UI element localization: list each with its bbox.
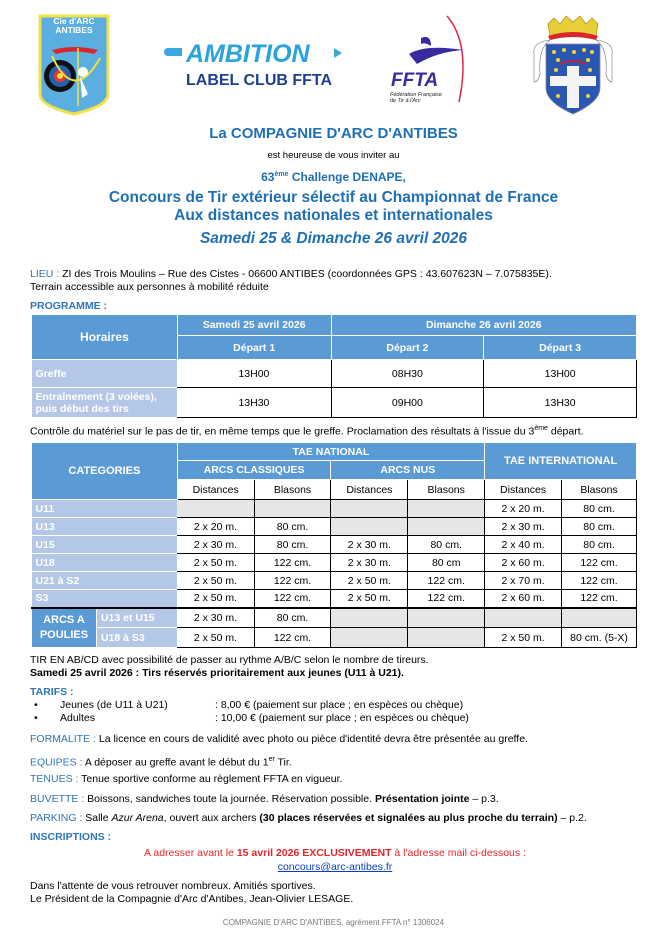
tenues-text: Tenue sportive conforme au règlement FFTA en vigueur.: [78, 773, 343, 785]
depart-2-header: Départ 2: [331, 336, 484, 360]
value-cell: 80 cm.: [408, 536, 485, 554]
value-cell: 122 cm.: [408, 572, 485, 590]
value-cell: 122 cm.: [562, 572, 637, 590]
parking-label: PARKING :: [30, 812, 83, 824]
table-row: [32, 500, 637, 518]
day-header-saturday: Samedi 25 avril 2026: [177, 315, 331, 336]
equipes-text: A déposer au greffe avant le début du 1: [82, 756, 269, 769]
ambition-logo-subtext: LABEL CLUB FFTA: [186, 72, 333, 89]
buvette-label: BUVETTE :: [30, 793, 85, 805]
parking-venue: Azur Arena: [111, 812, 164, 824]
col-header-blasons: Blasons: [562, 480, 637, 500]
time-cell: 13H00: [484, 360, 637, 388]
horaires-header: Horaires: [32, 315, 178, 360]
empty-cell: [562, 608, 637, 628]
programme-label: PROGRAMME :: [30, 300, 107, 312]
ffta-logo-subtext-1: Fédération Française: [390, 92, 442, 98]
arcs-nus-header: ARCS NUS: [331, 461, 485, 480]
value-cell: 80 cm.: [254, 608, 331, 628]
table-row: [32, 590, 637, 608]
col-header-blasons: Blasons: [254, 480, 331, 500]
parking-page-ref: – p.2.: [557, 812, 587, 824]
value-cell: 122 cm.: [408, 590, 485, 608]
empty-cell: [331, 500, 408, 518]
time-cell: 13H30: [484, 388, 637, 418]
value-cell: 122 cm.: [254, 572, 331, 590]
tarif-who: Adultes: [60, 712, 96, 724]
equipes-sup: er: [268, 756, 275, 763]
event-dates: Samedi 25 & Dimanche 26 avril 2026: [199, 230, 468, 247]
ffta-logo: [385, 14, 475, 114]
value-cell: 122 cm.: [562, 590, 637, 608]
parking-text: Salle: [82, 812, 112, 824]
value-cell: 2 x 50 m.: [331, 572, 408, 590]
value-cell: 2 x 20 m.: [177, 518, 254, 536]
bullet-icon: •: [34, 699, 38, 711]
empty-cell: [331, 518, 408, 536]
value-cell: 2 x 30 m.: [331, 554, 408, 572]
lieu-label: LIEU :: [30, 268, 60, 280]
category-label: U21 à S2: [32, 572, 178, 590]
table-row: [32, 360, 637, 388]
value-cell: 2 x 50 m.: [177, 590, 254, 608]
value-cell: 80 cm.: [254, 518, 331, 536]
category-label: U15: [32, 536, 178, 554]
empty-cell: [485, 608, 562, 628]
tenues-label: TENUES :: [30, 773, 79, 785]
row-label-line: puis début des tirs: [35, 402, 129, 415]
equipes-label: EQUIPES :: [30, 756, 83, 769]
col-header-distances: Distances: [485, 480, 562, 500]
table-row: [32, 518, 637, 536]
value-cell: 80 cm: [408, 554, 485, 572]
col-header-distances: Distances: [331, 480, 408, 500]
value-cell: 80 cm.: [562, 518, 637, 536]
note-text: départ.: [547, 425, 584, 438]
inscriptions-deadline: [30, 847, 640, 860]
parking-text: , ouvert aux archers: [163, 812, 260, 824]
category-label: S3: [32, 590, 178, 608]
parking-places: (30 places réservées et signalées au plus proche du terrain): [259, 812, 558, 824]
formalite-label: FORMALITE :: [30, 733, 96, 745]
value-cell: 2 x 30 m.: [177, 608, 254, 628]
samedi-note: Samedi 25 avril 2026 : Tirs réservés prioritairement aux jeunes (U11 à U21).: [30, 667, 404, 679]
deadline-text: à l'adresse mail ci-dessous :: [391, 847, 526, 859]
buvette-presentation: Présentation jointe: [374, 793, 470, 805]
category-label: U18 à S3: [96, 628, 177, 648]
tarif-price: : 8,00 € (paiement sur place ; en espèces ou chèque): [215, 699, 464, 711]
time-cell: 09H00: [331, 388, 484, 418]
programme-table: [31, 314, 637, 418]
ffta-logo-subtext-2: de Tir à l'Arc: [390, 98, 421, 104]
col-header-blasons: Blasons: [408, 480, 485, 500]
row-label-entrainement: [32, 388, 178, 418]
president-signature: Le Président de la Compagnie d'Arc d'Antibes, Jean-Olivier LESAGE.: [30, 893, 354, 905]
empty-cell: [331, 608, 408, 628]
club-logo: [38, 14, 110, 116]
edition-number: 63: [261, 170, 275, 184]
arcs-classiques-header: ARCS CLASSIQUES: [177, 461, 331, 480]
note-sup: ème: [534, 425, 548, 432]
tarifs-section: [30, 686, 640, 725]
table-row: [32, 554, 637, 572]
empty-cell: [408, 608, 485, 628]
value-cell: 80 cm.: [562, 500, 637, 518]
value-cell: 80 cm. (5-X): [562, 628, 637, 648]
tarifs-label: TARIFS :: [30, 686, 74, 698]
time-cell: 08H30: [331, 360, 484, 388]
tenues-section: [30, 773, 640, 786]
value-cell: 2 x 70 m.: [485, 572, 562, 590]
time-cell: 13H30: [177, 388, 331, 418]
value-cell: 2 x 50 m.: [177, 628, 254, 648]
invite-line: est heureuse de vous inviter au: [267, 150, 400, 161]
edition-suffix: ème: [274, 171, 289, 178]
table-row: [32, 628, 637, 648]
buvette-text: Boissons, sandwiches toute la journée. Réservation possible.: [84, 793, 375, 805]
tarif-price: : 10,00 € (paiement sur place ; en espèces ou chèque): [215, 712, 469, 724]
value-cell: 122 cm.: [254, 554, 331, 572]
footer-agrement: COMPAGNIE D'ARC D'ANTIBES, agrément FFTA n° 1306024: [222, 918, 445, 927]
categories-table: [31, 442, 637, 648]
depart-3-header: Départ 3: [484, 336, 637, 360]
value-cell: 80 cm.: [254, 536, 331, 554]
tae-international-header: TAE INTERNATIONAL: [485, 443, 637, 480]
arcs-poulies-label: [32, 608, 97, 648]
inscriptions-section: [30, 831, 640, 874]
category-label: U11: [32, 500, 178, 518]
value-cell: 2 x 50 m.: [177, 572, 254, 590]
empty-cell: [408, 628, 485, 648]
tarif-item: [30, 712, 640, 725]
programme-note: [30, 422, 640, 439]
value-cell: 122 cm.: [254, 590, 331, 608]
formalite-text: La licence en cours de validité avec photo ou pièce d'identité devra être présentée au greffe.: [95, 733, 528, 745]
col-header-distances: Distances: [177, 480, 254, 500]
value-cell: 80 cm.: [562, 536, 637, 554]
inscriptions-label: INSCRIPTIONS :: [30, 831, 112, 843]
equipes-text: Tir.: [274, 756, 292, 769]
value-cell: 2 x 30 m.: [485, 518, 562, 536]
empty-cell: [254, 500, 331, 518]
table-row: [32, 536, 637, 554]
tarif-who: Jeunes (de U11 à U21): [60, 699, 168, 711]
category-label: U18: [32, 554, 178, 572]
poulies-label-line: ARCS A: [43, 613, 85, 626]
deadline-text: A adresser avant le: [144, 847, 237, 859]
rythme-note: TIR EN AB/CD avec possibilité de passer au rythme A/B/C selon le nombre de tireurs.: [30, 654, 429, 666]
value-cell: 2 x 50 m.: [177, 554, 254, 572]
empty-cell: [177, 500, 254, 518]
closing-line: Dans l'attente de vous retrouver nombreux. Amitiés sportives.: [30, 880, 316, 892]
day-header-sunday: Dimanche 26 avril 2026: [331, 315, 636, 336]
ffta-logo-text: FFTA: [391, 70, 439, 91]
club-name-heading: La COMPAGNIE D'ARC D'ANTIBES: [209, 125, 458, 142]
table-row: [32, 572, 637, 590]
value-cell: 122 cm.: [562, 554, 637, 572]
categories-header: CATEGORIES: [32, 443, 178, 500]
accessibility-note: Terrain accessible aux personnes à mobilité réduite: [30, 281, 269, 293]
poulies-label-line: POULIES: [39, 628, 89, 641]
shooting-notes: [30, 654, 640, 680]
empty-cell: [408, 518, 485, 536]
depart-1-header: Départ 1: [177, 336, 331, 360]
tae-national-header: TAE NATIONAL: [177, 443, 484, 461]
tarif-item: [30, 699, 640, 712]
buvette-page-ref: – p.3.: [469, 793, 499, 805]
lieu-text: ZI des Trois Moulins – Rue des Cistes - 06600 ANTIBES (coordonnées GPS : 43.607623N – 7.075835E).: [59, 268, 552, 280]
value-cell: 2 x 30 m.: [331, 536, 408, 554]
email-link[interactable]: concours@arc-antibes.fr: [277, 861, 393, 873]
club-logo-text-2: ANTIBES: [55, 25, 93, 35]
logo-bar: [0, 0, 667, 125]
value-cell: 2 x 50 m.: [331, 590, 408, 608]
buvette-section: [30, 793, 640, 806]
note-text: Contrôle du matériel sur le pas de tir, en même temps que le greffe. Proclamation des résultats à l'issue du 3: [30, 425, 535, 438]
equipes-section: [30, 753, 640, 770]
ambition-logo-text: AMBITION: [186, 40, 310, 68]
formalite-section: [30, 733, 640, 746]
time-cell: 13H00: [177, 360, 331, 388]
value-cell: 2 x 40 m.: [485, 536, 562, 554]
value-cell: 2 x 30 m.: [177, 536, 254, 554]
event-title-line1: Concours de Tir extérieur sélectif au Championnat de France: [108, 189, 559, 206]
challenge-name: Challenge DENAPE,: [291, 170, 406, 184]
value-cell: 2 x 20 m.: [485, 500, 562, 518]
table-row: [32, 608, 637, 628]
title-block: [0, 124, 667, 249]
table-row: [32, 388, 637, 418]
row-label-greffe: Greffe: [32, 360, 178, 388]
challenge-heading: [0, 167, 667, 185]
lieu-section: [30, 268, 640, 313]
parking-section: [30, 812, 640, 825]
deadline-date: 15 avril 2026 EXCLUSIVEMENT: [236, 847, 392, 859]
bullet-icon: •: [34, 712, 38, 724]
category-label: U13 et U15: [96, 608, 177, 628]
category-label: U13: [32, 518, 178, 536]
ambition-logo: [164, 40, 344, 96]
club-logo-text-1: Cie d'ARC: [53, 16, 95, 26]
row-label-line: Entraînement (3 volées),: [35, 390, 157, 403]
event-title-line2: Aux distances nationales et internationales: [174, 207, 493, 224]
value-cell: 2 x 60 m.: [485, 554, 562, 572]
empty-cell: [408, 500, 485, 518]
empty-cell: [331, 628, 408, 648]
value-cell: 2 x 60 m.: [485, 590, 562, 608]
city-crest-logo: [528, 14, 618, 118]
value-cell: 122 cm.: [254, 628, 331, 648]
closing-section: [30, 880, 640, 906]
value-cell: 2 x 50 m.: [485, 628, 562, 648]
